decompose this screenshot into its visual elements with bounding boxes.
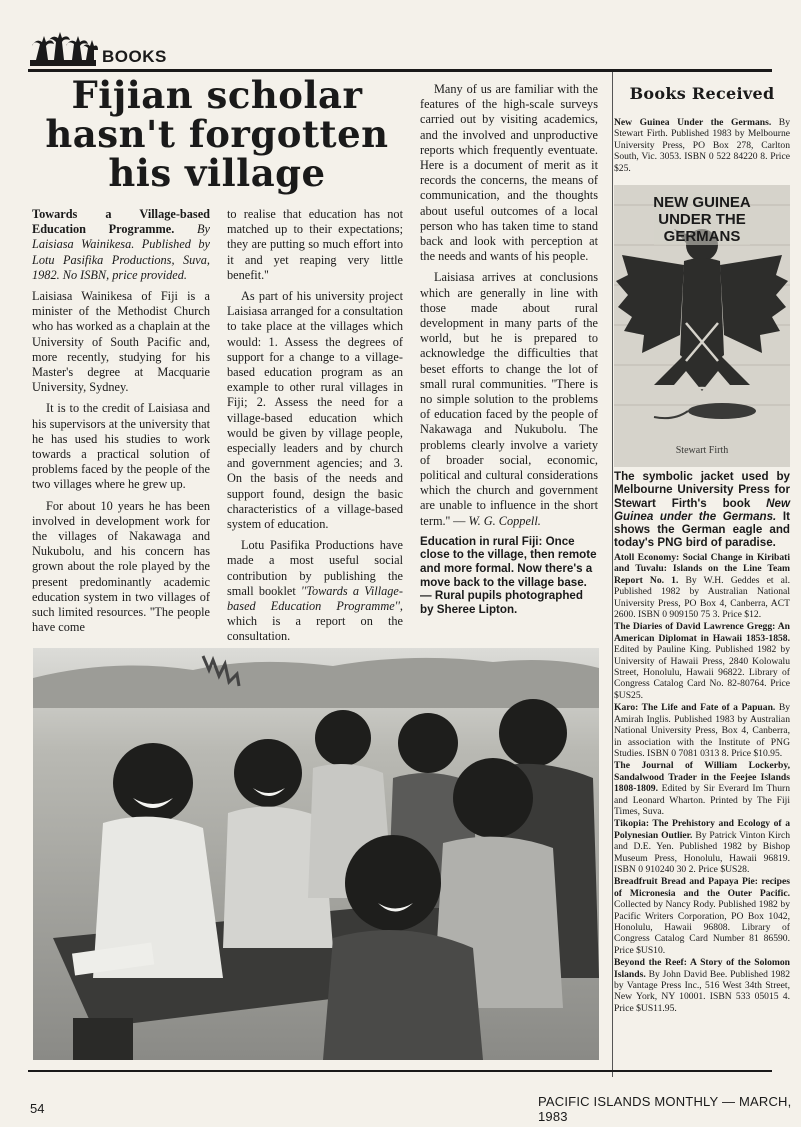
book-entry	[614, 702, 790, 759]
photo-caption: Education in rural Fiji: Once close to the village, then remote and more formal. Now there's a move back to the village base. — Rural pupils photographed by Sheree Lipton.	[420, 534, 597, 616]
book-title: Towards a Village-based Education Programme.	[32, 207, 210, 237]
book-entry	[614, 760, 790, 817]
headline: Fijian scholar hasn't forgotten his village	[45, 73, 389, 195]
book-entry	[614, 552, 790, 620]
book-entry-title: Atoll Economy: Social Change in Kiribati and Tuvalu: Islands on the Line Team Report No. 1.	[614, 552, 790, 586]
article-paragraph: Laisiasa Wainikesa of Fiji is a minister of the Methodist Church who has worked as a chaplain at the University of South Pacific and, more recently, studying for his Master's degree at Macquarie University, Sydney.	[32, 289, 210, 395]
article-paragraph: As part of his university project Laisiasa arranged for a consultation to take place at the villages which would: 1. Assess the degrees of support for a change to a village-based education program as an example to other rural villages in Fiji; 2. Assess the need for a village-based education which would be given by village people, especially leaders and by church and government agencies; and 3. On the basis of the needs and support found, design the basic characteristics of a village-based system of education.	[227, 289, 403, 532]
caption-text: The symbolic jacket used by Melbourne University Press for Stewart Firth's book	[614, 470, 790, 510]
book-entry-title: Tikopia: The Prehistory and Ecology of a Polynesian Outlier.	[614, 818, 790, 841]
paragraph-text: , which is a report on the consultation.	[227, 599, 403, 644]
book-review-heading	[32, 207, 210, 283]
book-entry	[614, 876, 790, 956]
book-entry	[614, 117, 790, 174]
book-entry-title: New Guinea Under the Germans.	[614, 117, 772, 128]
article-paragraph	[420, 270, 598, 528]
book-entry-details: By Amirah Inglis. Published 1983 by Australian National University Press, Box 4, Canberra, in association with the Institute of PNG Studies. ISBN 0 7081 0313 8. Price $10.95.	[614, 702, 791, 759]
book-byline: By Laisiasa Wainikesa. Published by Lotu Pasifika Productions, Suva, 1982. No ISBN, price provided.	[32, 222, 211, 282]
book-entry-title: Karo: The Life and Fate of a Papuan.	[614, 702, 776, 714]
books-received-sidebar	[614, 84, 790, 175]
cover-author: Stewart Firth	[675, 445, 729, 456]
footer-masthead: PACIFIC ISLANDS MONTHLY — MARCH, 1983	[538, 1094, 792, 1124]
article-paragraph: Many of us are familiar with the features of the high-scale surveys carried out by visiting academics, and the involved and unproductive reports which frequently eventuate. Here is a document of merit as it records the concerns, the means of communication, and the thoughts about useful outcomes of a local person who has taken time to stand back and look with perception at the needs and wants of his people.	[420, 82, 598, 264]
article-paragraph	[227, 538, 403, 644]
book-entry-details: By John David Bee. Published 1982 by Vantage Press Inc., 516 West 34th Street, New York, NY 10001. ISBN 533 05015 4. Price $US11.95.	[614, 968, 790, 1014]
section-label: BOOKS	[102, 47, 167, 66]
caption-text: It shows the German eagle and today's PNG bird of paradise.	[614, 509, 790, 550]
article-paragraph: to realise that education has not matched up to their expectations; they are putting so much effort into it and yet reaping very little benefit.''	[227, 207, 403, 282]
article-paragraph: It is to the credit of Laisiasa and his supervisors at the university that he has used his studies to work towards a practical solution of problems faced by the people of the two villages where he grew up.	[32, 401, 210, 492]
caption-book-title: New Guinea under the Germans.	[614, 496, 790, 523]
paragraph-text: Lotu Pasifika Productions have made a most useful social contribution by publishing the small booklet	[227, 538, 403, 598]
footer-rule	[28, 1070, 772, 1072]
books-received-title: Books Received	[629, 84, 775, 103]
article-column-2	[227, 207, 403, 651]
book-entry-details: By Patrick Vinton Kirch and D.E. Yen. Published 1982 by Bishop Museum Press, Honolulu, Hawaii 96819. ISBN 0 910240 30 2. Price $US28.	[614, 829, 790, 875]
book-entry	[614, 818, 790, 875]
book-entry-title: Breadfruit Bread and Papaya Pie: recipes of Micronesia and the Outer Pacific.	[614, 876, 790, 899]
book-entry-details: Edited by Pauline King. Published 1982 by University of Hawaii Press, 2840 Kolowalu Street, Honolulu, Hawaii 96822. Library of Congress Catalog Card No. 82-80764. Price $US25.	[614, 644, 790, 701]
book-entry	[614, 621, 790, 701]
book-cover-image	[614, 185, 790, 467]
book-entry-details: Collected by Nancy Rody. Published 1982 by Pacific Writers Corporation, PO Box 1042, Honolulu, Hawaii 96808. Library of Congress Catalog Card Number 81 86590. Price $US10.	[614, 899, 790, 956]
article-column-1	[32, 207, 210, 641]
reviewer-signoff: W. G. Coppell.	[468, 513, 541, 528]
cover-title-line: UNDER THE	[658, 211, 746, 228]
cover-caption	[614, 470, 790, 550]
photo-rural-pupils	[33, 648, 599, 1060]
books-received-list	[614, 552, 790, 1015]
header-rule	[28, 69, 772, 72]
cover-title-line: NEW GUINEA	[653, 194, 751, 211]
book-entry-details: Edited by Sir Everard Im Thurn and Leonard Wharton. Printed by The Fiji Times, Suva.	[614, 783, 790, 817]
booklet-title: ''Towards a Village-based Education Programme''	[227, 583, 403, 614]
book-entry-details: By W.H. Geddes et al. Published 1982 by Australian National University Press, PO Box 4, Canberra, ACT 2600. ISBN 0 909150 75 3. Price $12.	[614, 574, 790, 621]
sidebar-divider	[612, 72, 613, 1077]
book-entry-title: Beyond the Reef: A Story of the Solomon Islands.	[614, 957, 790, 980]
magazine-logo-icon	[28, 30, 100, 70]
article-column-3	[420, 82, 598, 616]
book-entry-title: The Journal of William Lockerby, Sandalwood Trader in the Feejee Islands 1808-1809.	[614, 760, 790, 795]
book-entry-title: The Diaries of David Lawrence Gregg: An American Diplomat in Hawaii 1853-1858.	[614, 621, 790, 644]
paragraph-text: Laisiasa arrives at conclusions which are generally in line with those made about rural development in many parts of the world, but he is prepared to acknowledge the difficulties that beset efforts to change the lot of small rural communities. ''There is no simple solution to the problems of education faced by the people of Nakawaga and Nukubolu. The problems clearly involve a variety of broader social, economic, political and cultural considerations which the church and government are unable to influence in the short term.'' —	[420, 270, 598, 528]
page-number: 54	[30, 1101, 45, 1116]
cover-title-line: GERMANS	[663, 228, 741, 245]
book-entry-details: By Stewart Firth. Published 1983 by Melbourne University Press, PO Box 278, Carlton South, Vic. 3053. ISBN 0 522 84220 8. Price $25.	[614, 117, 790, 174]
book-entry	[614, 957, 790, 1014]
article-paragraph: For about 10 years he has been involved in development work for the villages of Nakawaga and Nukubolu, and his concern has grown about the role played by the present predominantly academic education system in two villages of such limited resources. ''The people have come	[32, 498, 210, 635]
